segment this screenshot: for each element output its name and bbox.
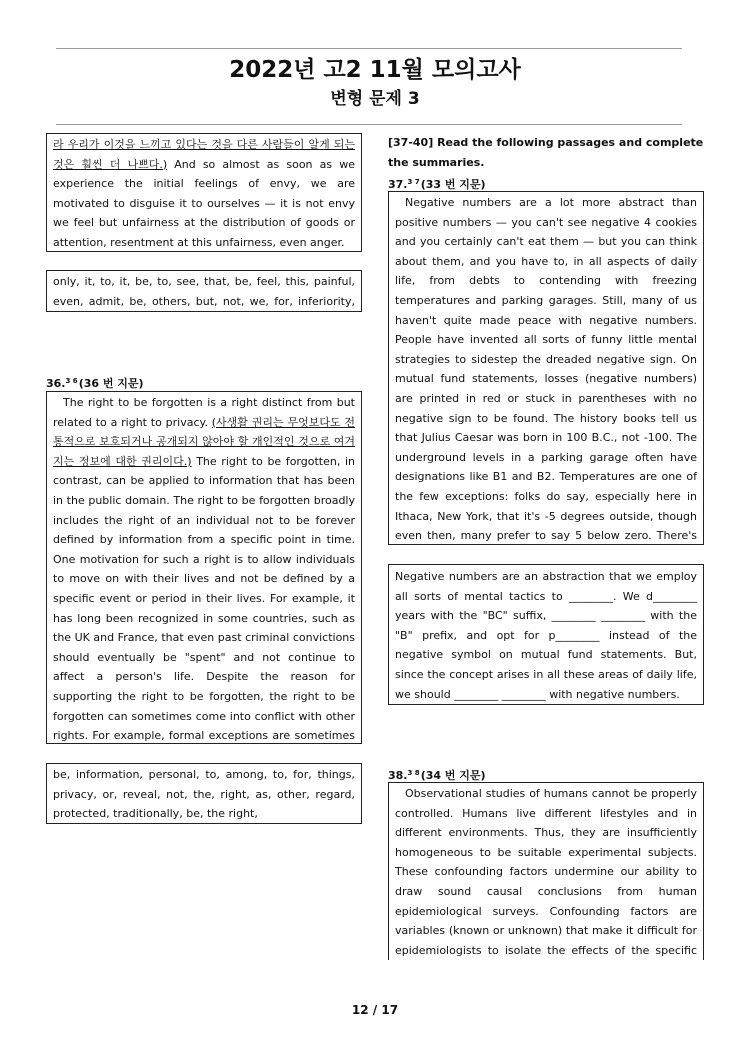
- word-bank-box-1: [46, 270, 362, 312]
- question-38-label: 38.$^{3 8}$(34 번 지문): [388, 769, 486, 782]
- passage-english-text: And so almost as soon as we experience the initial feelings of envy, we are motivated to disguise it to ourselves — it is not envy we feel but unfairness at the distribution of goods or attention, resentment at this unfairness, even anger.: [53, 157, 355, 249]
- question-37-summary-box: [388, 564, 704, 705]
- header-top-rule: [56, 48, 682, 49]
- q38-passage-text: Observational studies of humans cannot be properly controlled. Humans live different lifestyles and in different environments. Thus, they are insufficiently homogeneous to be suitable experimental subjects. These confounding factors undermine our ability to draw sound causal conclusions from human epidemiological surveys. Confounding factors are variables (known or unknown) that make it difficult for epidemiologists to isolate the effects of the specific: [395, 787, 697, 957]
- question-37-passage-box: [388, 191, 704, 545]
- question-36-passage-box: [46, 391, 362, 744]
- passage-korean-translation: 라 우리가 이것을 느끼고 있다는 것을 다른 사람들이 알게 되는 것은 훨씬 더 나쁘다.): [53, 138, 355, 171]
- instruction-37-40: [37-40] Read the following passages and complete the summaries.: [388, 136, 704, 169]
- word-bank-text: only, it, to, it, be, to, see, that, be, feel, this, painful, even, admit, be, others, but, not, we, for, inferiority,: [53, 275, 355, 308]
- question-37-label: 37.$^{3 7}$(33 번 지문): [388, 178, 486, 191]
- q36-korean-translation: (사생활 권리는 무엇보다도 전통적으로 보호되거나 공개되지 않아야 할 개인적인 것으로 여겨지는 정보에 대한 권리이다.): [53, 415, 356, 468]
- q37-passage-text: Negative numbers are a lot more abstract than positive numbers — you can't see negative 4 cookies and you certainly can't eat them — but you can think about them, and you have to, in all aspects of daily life, from debts to contending with freezing temperatures and parking garages. Still, many of us haven't quite made peace with negative numbers. People have invented all sorts of funny little mental strategies to sidestep the dreaded negative sign. On mutual fund statements, losses (negative numbers) are printed in red or stuck in parentheses with no negative sign to be found. The history books tell us that Julius Caesar was born in 100 B.C., not -100. The underground levels in a parking garage often have designations like B1 and B2. Temperatures are one of the few exceptions: folks do say, especially here in Ithaca, New York, that it's -5 degrees outside, though even then, many prefer to say 5 below zero. There's: [395, 196, 697, 543]
- header-bottom-rule: [56, 124, 682, 125]
- q36-text-part-1: The right to be forgotten is a right distinct from but related to a right to privacy.: [53, 396, 355, 429]
- word-bank-text: be, information, personal, to, among, to, for, things, privacy, or, reveal, not, the, right, as, other, regard, protected, traditionally, be, the right,: [53, 768, 355, 821]
- page-subtitle: 변형 문제 3: [330, 89, 420, 109]
- q36-text-part-2: The right to be forgotten, in contrast, can be applied to information that has been in the public domain. The right to be forgotten broadly includes the right of an individual not to be forever defined by information from a specific point in time. One motivation for such a right is to allow individuals to move on with their lives and not be defined by a specific event or period in their lives. For example, it has long been recognized in some countries, such as the UK and France, that even past criminal convictions should eventually be "spent" and not continue to affect a person's life. Despite the reason for supporting the right to be forgotten, the right to be forgotten can sometimes come into conflict with other rights. For example, formal exceptions are sometimes: [53, 454, 355, 743]
- page-title: 2022년 고2 11월 모의고사: [229, 57, 521, 83]
- q37-summary-text: Negative numbers are an abstraction that we employ all sorts of mental tactics to ________. We d________ years with the "BC" suffix, ________ ________ with the "B" prefix, and opt for p________ instead of the negative symbol on mutual fund statements. But, since the concept arises in all these areas of daily life, we should ________ ________ with negative numbers.: [395, 570, 697, 701]
- question-36-label: 36.$^{3 6}$(36 번 지문): [46, 377, 144, 390]
- passage-continuation-box: [46, 133, 362, 252]
- word-bank-box-2: [46, 763, 362, 824]
- question-38-passage-box: [388, 782, 704, 960]
- page-number: 12 / 17: [351, 1003, 399, 1017]
